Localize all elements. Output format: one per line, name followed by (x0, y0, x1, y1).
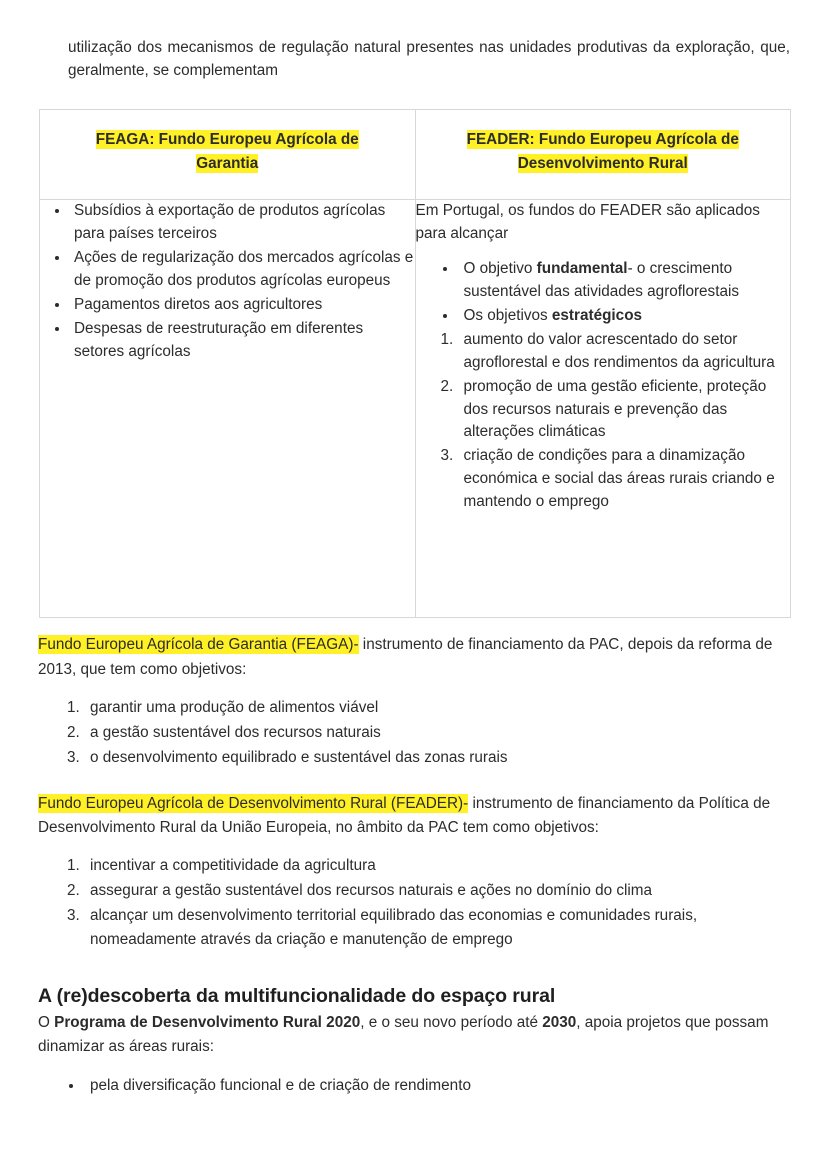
paragraph-part-2: , e o seu novo período até (360, 1013, 543, 1031)
paragraph-part-1: O (38, 1013, 55, 1031)
list-item-prefix: O objetivo (463, 259, 537, 277)
feaga-highlighted-term: Fundo Europeu Agrícola de Garantia (FEAGA)- (38, 636, 359, 654)
list-item: 1. garantir uma produção de alimentos viável (84, 696, 790, 720)
feaga-cell (40, 200, 416, 618)
programa-paragraph (38, 1011, 790, 1060)
list-item: 3. criação de condições para a dinamização económica e social das áreas rurais criando e mantendo o emprego (458, 445, 791, 514)
feader-section (38, 792, 790, 952)
multifunctionality-bullet-list (38, 1074, 790, 1098)
paragraph-bold-program: Programa de Desenvolvimento Rural 2020 (54, 1013, 361, 1031)
feader-paragraph-rest: instrumento de financiamento da Política de Desenvolvimento Rural da União Europeia, no âmbito da PAC tem como objetivos: (38, 794, 771, 837)
feaga-paragraph-rest: instrumento de financiamento da PAC, depois da reforma de 2013, que tem como objetivos: (38, 636, 773, 678)
feader-highlighted-term: Fundo Europeu Agrícola de Desenvolvimento Rural (FEADER)- (38, 794, 469, 812)
feaga-header-line-2: Garantia (196, 155, 259, 173)
feader-header-line-2: Desenvolvimento Rural (517, 155, 688, 173)
list-item: • pela diversificação funcional e de criação de rendimento (84, 1074, 790, 1098)
list-item: 2. assegurar a gestão sustentável dos recursos naturais e ações no domínio do clima (84, 879, 790, 903)
list-item: 2. promoção de uma gestão eficiente, proteção dos recursos naturais e prevenção das alterações climáticas (458, 376, 791, 445)
feaga-objectives-list (38, 696, 790, 770)
funds-comparison-table (39, 109, 791, 619)
list-item: 3. o desenvolvimento equilibrado e sustentável das zonas rurais (84, 746, 790, 770)
list-item: • Subsídios à exportação de produtos agrícolas para países terceiros (70, 200, 415, 246)
feader-header-line-1: FEADER: Fundo Europeu Agrícola de (466, 130, 739, 148)
paragraph-part-3: , apoia projetos que possam dinamizar as áreas rurais: (38, 1013, 769, 1056)
feader-lead-text: Em Portugal, os fundos do FEADER são aplicados para alcançar (415, 202, 760, 242)
list-item: 2. a gestão sustentável dos recursos naturais (84, 721, 790, 745)
list-item: 3. alcançar um desenvolvimento territorial equilibrado das economias e comunidades rurais, nomeadamente através da criação e manutenção de emprego (84, 904, 790, 952)
list-item: 1. aumento do valor acrescentado do setor agroflorestal e dos rendimentos da agricultura (458, 329, 791, 375)
table-header-feaga (40, 109, 416, 200)
feaga-definition-paragraph (38, 633, 790, 682)
list-item: • Pagamentos diretos aos agricultores (70, 294, 415, 317)
feader-bullet-list (416, 258, 791, 328)
table-body-row (40, 200, 791, 618)
list-item-suffix: - o crescimento sustentável das atividades agroflorestais (463, 259, 740, 300)
list-item: • Ações de regularização dos mercados agrícolas e de promoção dos produtos agrícolas europeus (70, 247, 415, 293)
feader-definition-paragraph (38, 792, 790, 841)
feaga-header-line-1: FEAGA: Fundo Europeu Agrícola de (95, 130, 359, 148)
feader-objectives-list (38, 854, 790, 951)
section-heading: A (re)descoberta da multifuncionalidade do espaço rural (38, 984, 556, 1007)
paragraph-bold-year: 2030 (542, 1013, 577, 1031)
feaga-section (38, 633, 790, 770)
multifunctionality-section (38, 982, 790, 1098)
feader-cell (415, 200, 791, 618)
feaga-bullet-list (40, 200, 415, 364)
table-header-feader (415, 109, 791, 200)
list-item-bold: fundamental (536, 259, 628, 277)
list-item (458, 258, 791, 304)
list-item-prefix: Os objetivos (463, 306, 552, 324)
list-item-bold: estratégicos (551, 306, 643, 324)
intro-paragraph: utilização dos mecanismos de regulação natural presentes nas unidades produtivas da exploração, que, geralmente, se complementam (68, 39, 790, 80)
feader-numbered-list (416, 329, 791, 515)
list-item: • Despesas de reestruturação em diferentes setores agrícolas (70, 318, 415, 364)
table-header-row (40, 109, 791, 200)
list-item (458, 305, 791, 328)
list-item: 1. incentivar a competitividade da agricultura (84, 854, 790, 878)
